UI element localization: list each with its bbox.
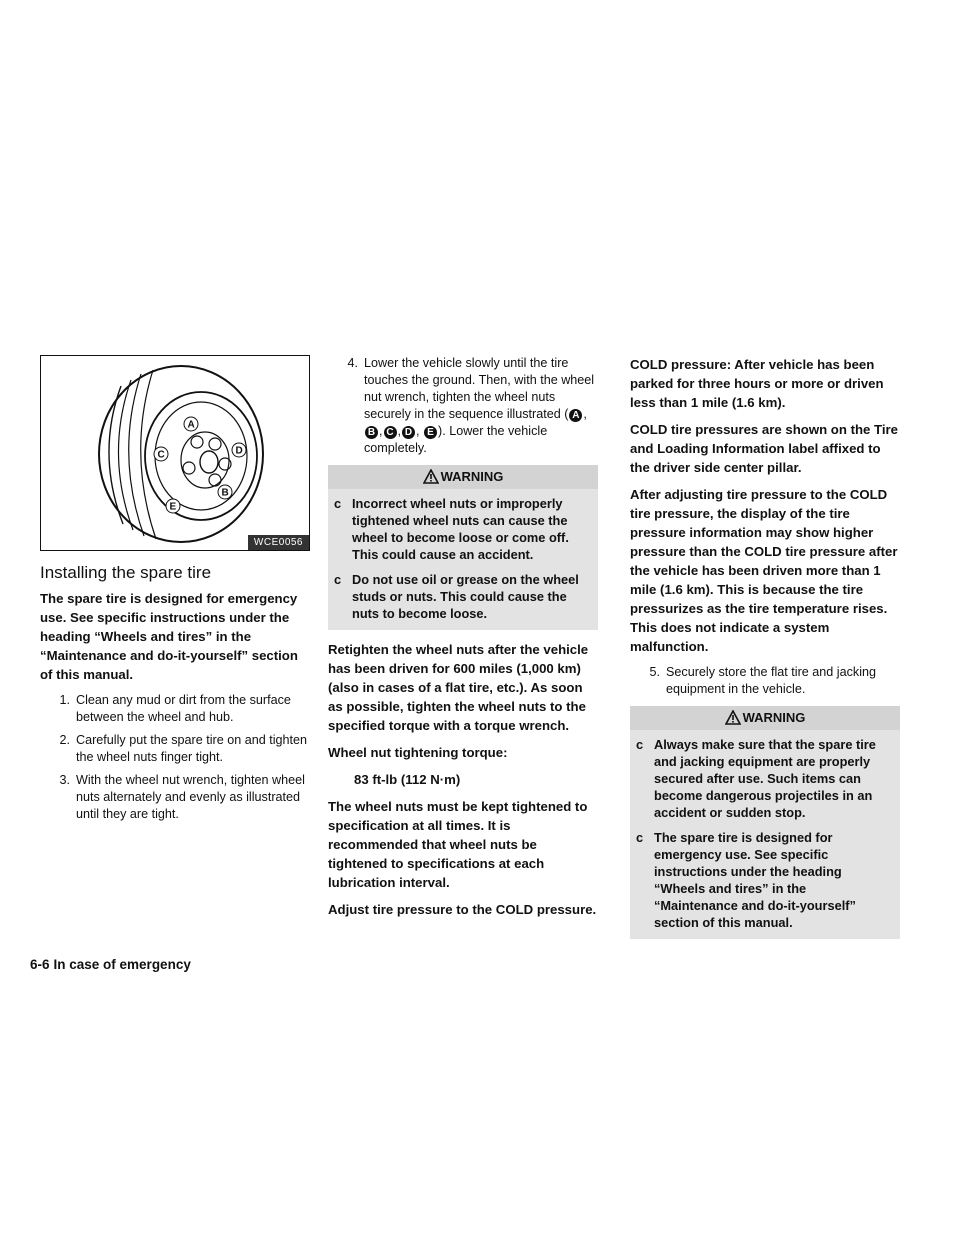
seq-d-icon: D — [402, 426, 415, 439]
column-1 — [40, 355, 310, 829]
page-footer — [30, 957, 191, 972]
kept-tight-paragraph: The wheel nuts must be kept tightened to specification at all times. It is recommended that wheel nuts be tightened to specifications at each lubrication interval. — [328, 799, 588, 890]
warning-box-2 — [630, 706, 900, 939]
section-heading: Installing the spare tire — [40, 563, 212, 582]
column-3 — [630, 355, 900, 949]
warning-triangle-icon — [423, 469, 439, 484]
spare-tire-figure — [40, 355, 310, 551]
seq-e-icon: E — [424, 426, 437, 439]
label-c: C — [157, 449, 165, 461]
cold-label-paragraph: COLD tire pressures are shown on the Tire and Loading Information label affixed to the driver side center pillar. — [630, 422, 898, 475]
bullet-icon: c — [334, 572, 342, 587]
label-e: E — [169, 501, 177, 513]
warning-header: WARNING — [328, 465, 598, 489]
torque-label: Wheel nut tightening torque: — [328, 745, 508, 760]
step-1: 1. Clean any mud or dirt from the surface between the wheel and hub. — [59, 693, 291, 724]
label-a: A — [187, 419, 195, 431]
label-b: B — [221, 487, 229, 499]
after-adjust-paragraph: After adjusting tire pressure to the COLD tire pressure, the display of the tire pressure information may show higher pressure than the COLD tire pressure after the vehicle has been driven more than 1 mile (1.6 km). This is because the tire pressurizes as the tire temperature rises. This does not indicate a system malfunction. — [630, 487, 898, 654]
column-2 — [328, 355, 598, 927]
step-5: 5. Securely store the flat tire and jacking equipment in the vehicle. — [649, 665, 877, 696]
intro-paragraph: The spare tire is designed for emergency use. See specific instructions under the heading “Wheels and tires” in the “Maintenance and do-it-yourself” section of this manual. — [40, 591, 298, 682]
page-number: 6-6 — [30, 957, 50, 972]
warning-header: WARNING — [630, 706, 900, 730]
chapter-title: In case of emergency — [53, 957, 191, 972]
bullet-icon: c — [636, 737, 644, 752]
step-2: 2. Carefully put the spare tire on and tighten the wheel nuts finger tight. — [59, 733, 308, 764]
cold-definition: COLD pressure: After vehicle has been parked for three hours or more or driven less than 1 mile (1.6 km). — [630, 357, 884, 410]
seq-c-icon: C — [384, 426, 397, 439]
warning-item: c Always make sure that the spare tire and jacking equipment are properly secured after use. Such items can become dangerous projectiles in an accident or sudden stop. — [636, 737, 876, 820]
warning-item: c The spare tire is designed for emergency use. See specific instructions under the heading “Wheels and tires” in the “Maintenance and do-it-yourself” section of this manual. — [636, 830, 856, 930]
warning-triangle-icon — [725, 710, 741, 725]
bullet-icon: c — [636, 830, 644, 845]
step-3: 3. With the wheel nut wrench, tighten wheel nuts alternately and evenly as illustrated until they are tight. — [59, 773, 305, 821]
warning-item: c Do not use oil or grease on the wheel studs or nuts. This could cause the nuts to become loose. — [334, 572, 579, 621]
adjust-paragraph: Adjust tire pressure to the COLD pressure. — [328, 902, 597, 917]
warning-box-1 — [328, 465, 598, 630]
seq-b-icon: B — [365, 426, 378, 439]
seq-a-icon: A — [569, 409, 582, 422]
torque-value: 83 ft-lb (112 N·m) — [354, 772, 461, 787]
retighten-paragraph: Retighten the wheel nuts after the vehicle has been driven for 600 miles (1,000 km) (also in cases of a flat tire, etc.). As soon as possible, tighten the wheel nuts to the specified torque with a torque wrench. — [328, 642, 589, 733]
label-d: D — [235, 445, 243, 457]
bullet-icon: c — [334, 496, 342, 511]
wheel-nut-sequence-illustration — [41, 356, 309, 550]
step-4: 4. Lower the vehicle slowly until the tire touches the ground. Then, with the wheel nut wrench, tighten the wheel nuts securely in the sequence illustrated ( A ,B , C , D , E ). Lower the vehicle completely. — [347, 356, 595, 455]
warning-item: c Incorrect wheel nuts or improperly tightened wheel nuts can cause the wheel to become loose or come off. This could cause an accident. — [334, 496, 569, 562]
figure-id: WCE0056 — [248, 535, 309, 550]
